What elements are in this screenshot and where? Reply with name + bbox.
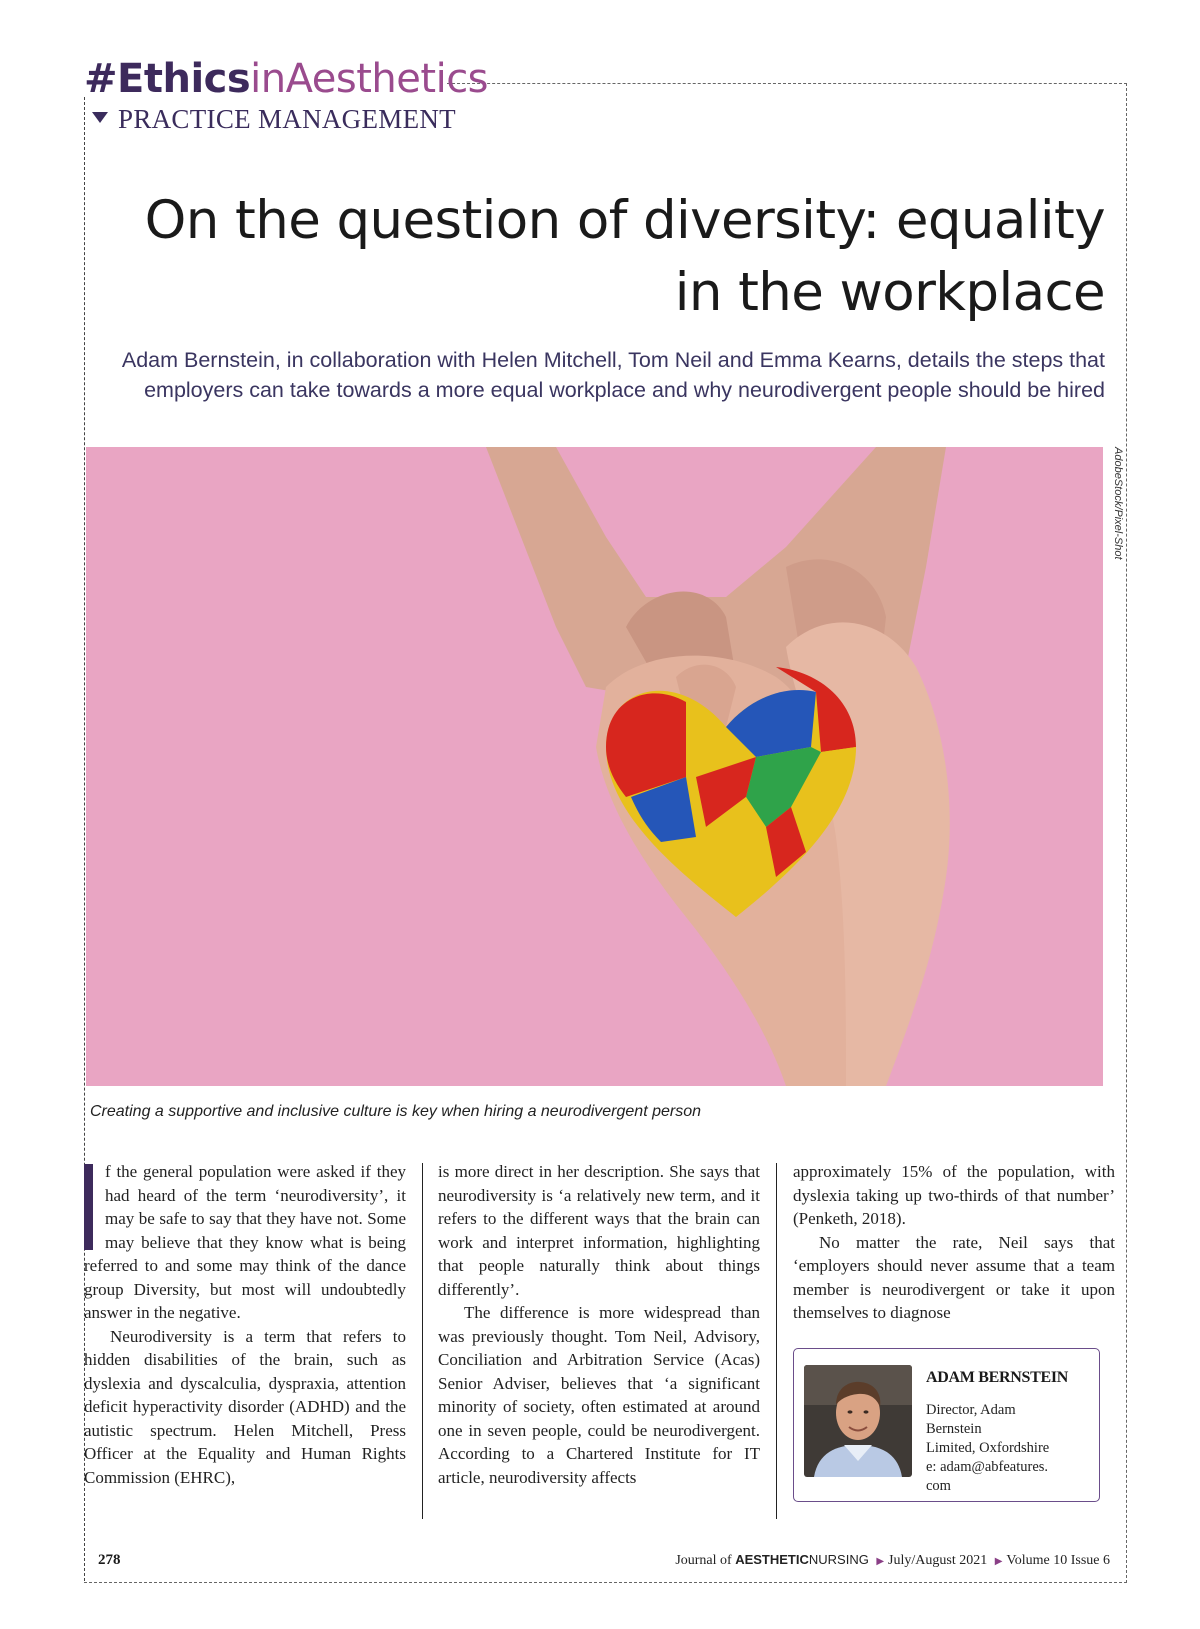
journal-prefix: Journal of bbox=[675, 1553, 732, 1568]
volume-issue: Volume 10 Issue 6 bbox=[1006, 1553, 1110, 1568]
body-paragraph: f the general population were asked if they had heard of the term ‘neurodiversity’, it may be safe to say that they have not. Some may believe that they know what is being referred to and some may think of the dance group Diversity, but most will undoubtedly answer in the negative. bbox=[84, 1162, 406, 1322]
body-paragraph: approximately 15% of the population, with dyslexia taking up two-thirds of that number’ (Penketh, 2018). bbox=[793, 1162, 1115, 1228]
drop-cap-i bbox=[84, 1164, 93, 1250]
page-number: 278 bbox=[98, 1552, 121, 1568]
section-label-text: PRACTICE MANAGEMENT bbox=[118, 104, 456, 134]
series-tag bbox=[84, 56, 488, 102]
author-email-continued: com bbox=[926, 1478, 951, 1494]
body-paragraph: Neurodiversity is a term that refers to hidden disabilities of the brain, such as dyslexia and dyscalculia, dyspraxia, attention deficit hyperactivity disorder (ADHD) and the autistic spectrum. Helen Mitchell, Press Officer at the Equality and Human Rights Commission (EHRC), bbox=[84, 1326, 406, 1487]
triangle-right-icon: ▶ bbox=[994, 1556, 1003, 1567]
hero-photo bbox=[86, 447, 1103, 1086]
photo-caption: Creating a supportive and inclusive culture is key when hiring a neurodivergent person bbox=[90, 1103, 702, 1120]
triangle-right-icon: ▶ bbox=[876, 1556, 885, 1567]
journal-name-bold: AESTHETIC bbox=[735, 1552, 809, 1567]
body-paragraph: The difference is more widespread than was previously thought. Tom Neil, Advisory, Conciliation and Arbitration Service (Acas) Senior Adviser, believes that ‘a significant minority of society, often estimated at around one in seven people, could be neurodivergent. According to a Chartered Institute for IT article, neurodiversity affects bbox=[438, 1303, 760, 1487]
issue-date: July/August 2021 bbox=[888, 1553, 988, 1568]
author-detail-line: Limited, Oxfordshire bbox=[926, 1440, 1050, 1456]
series-tag-light: inAesthetics bbox=[250, 56, 489, 102]
body-column-3 bbox=[793, 1160, 1115, 1325]
author-details bbox=[926, 1401, 1094, 1496]
column-divider bbox=[776, 1163, 777, 1519]
body-column-1 bbox=[84, 1160, 406, 1489]
section-label bbox=[92, 104, 456, 135]
page-border-right bbox=[1126, 83, 1127, 1583]
author-email: e: adam@abfeatures. bbox=[926, 1459, 1049, 1475]
article-title: On the question of diversity: equality in the workplace bbox=[144, 190, 1105, 323]
page-border-bottom bbox=[84, 1582, 1127, 1583]
author-detail-line: Bernstein bbox=[926, 1421, 982, 1437]
journal-name-suffix: NURSING bbox=[808, 1552, 869, 1567]
column-divider bbox=[422, 1163, 423, 1519]
author-name: ADAM BERNSTEIN bbox=[926, 1369, 1069, 1386]
page-border-top bbox=[447, 83, 1127, 84]
article-standfirst: Adam Bernstein, in collaboration with Helen Mitchell, Tom Neil and Emma Kearns, details the steps that employers can take towards a more equal workplace and why neurodivergent people should be hired bbox=[121, 348, 1105, 402]
body-paragraph: No matter the rate, Neil says that ‘employers should never assume that a team member is neurodivergent or take it upon themselves to diagnose bbox=[793, 1232, 1115, 1322]
body-column-2 bbox=[438, 1160, 760, 1489]
series-tag-strong: #Ethics bbox=[84, 56, 251, 102]
author-bio-box bbox=[793, 1348, 1100, 1502]
hands-puzzle-heart-illustration bbox=[86, 447, 1103, 1086]
author-detail-line: Director, Adam bbox=[926, 1402, 1016, 1418]
body-paragraph: is more direct in her description. She says that neurodiversity is ‘a relatively new term, and it refers to the different ways that the brain can work and interpret information, highlighting that people naturally think about things differently’. bbox=[438, 1162, 760, 1299]
photo-credit: AdobeStock/Pixel-Shot bbox=[1112, 447, 1124, 560]
journal-footer bbox=[675, 1552, 1110, 1569]
triangle-down-icon bbox=[92, 112, 108, 123]
author-avatar bbox=[804, 1365, 912, 1477]
